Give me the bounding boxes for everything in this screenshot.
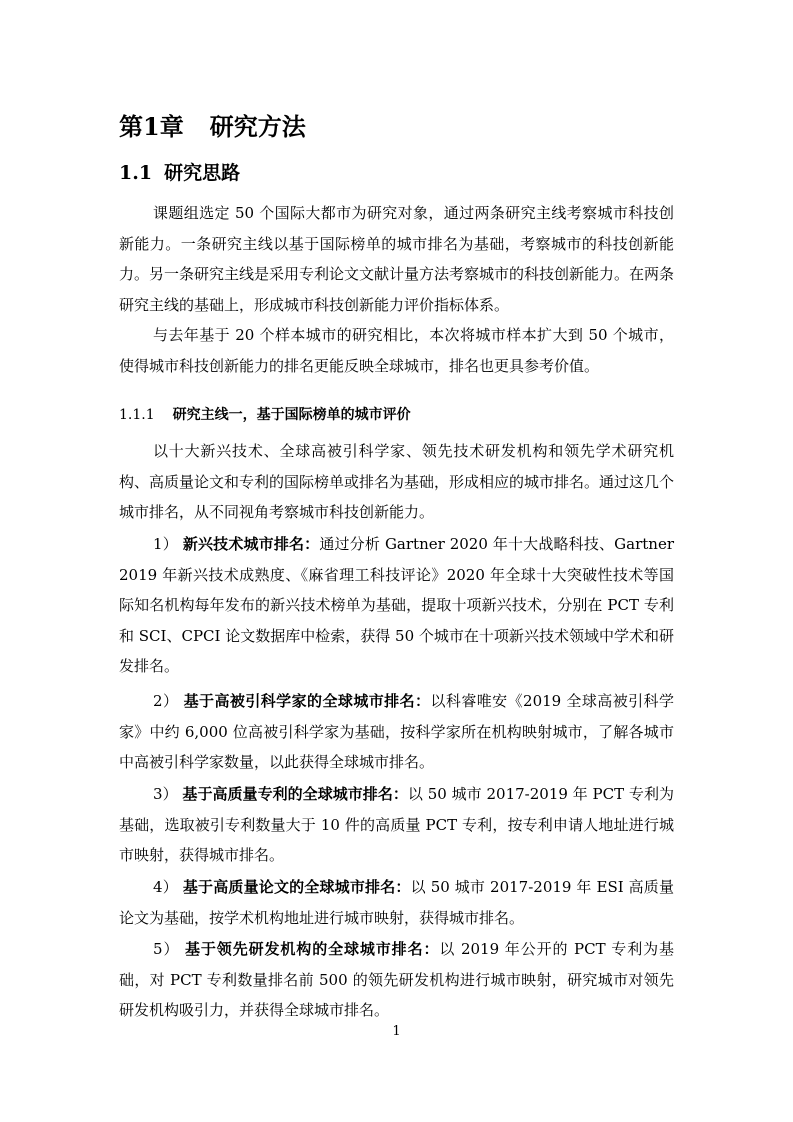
chapter-name: 研究方法: [209, 112, 306, 141]
intro-paragraph-1: 课题组选定 50 个国际大都市为研究对象，通过两条研究主线考察城市科技创新能力。一条研究主线以基于国际榜单的城市排名为基础，考察城市的科技创新能力。另一条研究主线是采用专利论文文献计量方法考察城市的科技创新能力。在两条研究主线的基础上，形成城市科技创新能力评价指标体系。: [119, 204, 675, 314]
item-marker: 4）: [153, 878, 178, 896]
item-lead: 新兴技术城市排名：: [182, 535, 320, 553]
item-text: 以 50 城市 2017-2019 年 PCT 专利为基础，选取被引专利数量大于 10 件的高质量 PCT 专利，按专利申请人地址进行城市映射，获得城市排名。: [119, 785, 674, 864]
item-text: 以 2019 年公开的 PCT 专利为基础，对 PCT 专利数量排名前 500 的领先研发机构进行城市映射，研究城市对领先研发机构吸引力，并获得全球城市排名。: [119, 940, 674, 1019]
item-text: 以 50 城市 2017-2019 年 ESI 高质量论文为基础，按学术机构地址进行城市映射，获得城市排名。: [119, 878, 674, 927]
item-marker: 3）: [153, 785, 178, 803]
chapter-number: 第1章: [119, 112, 184, 141]
item-lead: 基于高质量专利的全球城市排名：: [182, 785, 408, 803]
item-marker: 2）: [153, 692, 179, 710]
item-lead: 基于高被引科学家的全球城市排名：: [183, 692, 431, 710]
section-name: 研究思路: [164, 162, 241, 184]
subsection-title: [119, 403, 411, 427]
item-text: 通过分析 Gartner 2020 年十大战略科技、Gartner 2019 年新兴技术成熟度、《麻省理工科技评论》2020 年全球十大突破性技术等国际知名机构每年发布的新兴技术榜单为基础，提取十项新兴技术，分别在 PCT 专利和 SCI、CPCI 论文数据库中检索，获得 50 个城市在十项新兴技术领域中学术和研发排名。: [119, 535, 674, 675]
intro-paragraph-2: 与去年基于 20 个样本城市的研究相比，本次将城市样本扩大到 50 个城市，使得城市科技创新能力的排名更能反映全球城市，排名也更具参考价值。: [119, 326, 674, 375]
list-item: [119, 686, 674, 778]
chapter-title: [119, 110, 306, 144]
subsection-intro-paragraph: 以十大新兴技术、全球高被引科学家、领先技术研发机构和领先学术研究机构、高质量论文和专利的国际榜单或排名为基础，形成相应的城市排名。通过这几个城市排名，从不同视角考察城市科技创新能力。: [119, 442, 675, 521]
item-text: 以科睿唯安《2019 全球高被引科学家》中约 6,000 位高被引科学家为基础，按科学家所在机构映射城市，了解各城市中高被引科学家数量，以此获得全球城市排名。: [119, 692, 674, 771]
item-lead: 基于高质量论文的全球城市排名：: [182, 878, 411, 896]
list-item: [119, 779, 674, 871]
subsection-name: 研究主线一，基于国际榜单的城市评价: [172, 407, 411, 423]
list-item: [119, 529, 674, 682]
page-number: 1: [392, 1024, 401, 1039]
item-lead: 基于领先研发机构的全球城市排名：: [185, 940, 440, 958]
subsection-number: 1.1.1: [119, 407, 155, 423]
section-number: 1.1: [119, 162, 153, 184]
item-marker: 5）: [153, 940, 180, 958]
item-marker: 1）: [153, 535, 178, 553]
section-title: [119, 158, 240, 188]
list-item: [119, 934, 674, 1026]
list-item: [119, 872, 674, 933]
